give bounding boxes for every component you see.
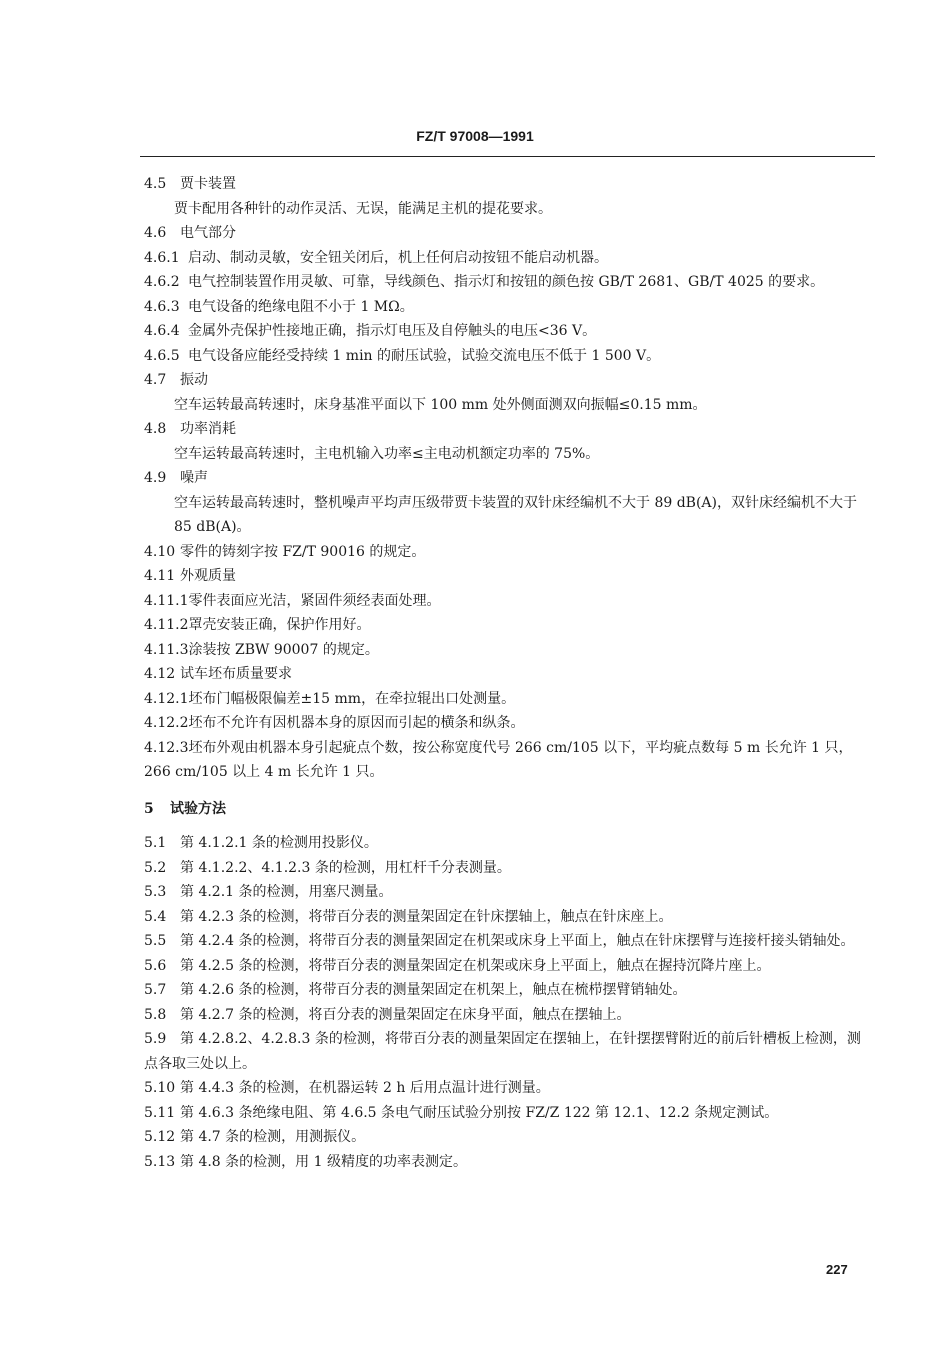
clause-text: 第 4.6.3 条绝缘电阻、第 4.6.5 条电气耐压试验分别按 FZ/Z 122 第 12.1、12.2 条规定测试。 xyxy=(180,1104,779,1121)
clause-item xyxy=(144,564,874,589)
clause-number: 4.6.2 xyxy=(144,274,180,290)
clause-text: 外观质量 xyxy=(180,568,236,584)
clause-text: 贾卡装置 xyxy=(180,176,236,192)
clause-item xyxy=(144,711,874,736)
clause-number: 4.11.2 xyxy=(144,617,189,633)
clause-number: 5.5 xyxy=(144,933,167,949)
clause-text: 零件的铸刻字按 FZ/T 90016 的规定。 xyxy=(180,543,426,560)
document-body xyxy=(144,172,874,1174)
clause-item xyxy=(144,856,874,881)
clause-item xyxy=(144,1027,874,1076)
clause-number: 5.2 xyxy=(144,859,167,876)
clause-number: 4.10 xyxy=(144,543,176,560)
clause-number: 4.12 xyxy=(144,666,176,682)
clause-text: 第 4.7 条的检测，用测振仪。 xyxy=(180,1129,366,1145)
header-rule xyxy=(140,156,875,157)
clause-item xyxy=(144,344,874,369)
clause-item xyxy=(144,1125,874,1150)
clause-text: 电气设备应能经受持续 1 min 的耐压试验，试验交流电压不低于 1 500 V。 xyxy=(188,347,661,364)
clause-item xyxy=(144,393,874,418)
clause-text: 电气设备的绝缘电阻不小于 1 MΩ。 xyxy=(188,298,414,315)
clause-number: 5.3 xyxy=(144,884,167,900)
clause-number: 4.6.5 xyxy=(144,347,180,364)
clause-number: 4.11 xyxy=(144,568,176,584)
clause-item xyxy=(144,197,874,222)
clause-number: 5.6 xyxy=(144,957,167,974)
clause-number: 4.12.1 xyxy=(144,690,189,707)
document-header: FZ/T 97008—1991 xyxy=(416,128,534,144)
clause-text: 启动、制动灵敏，安全钮关闭后，机上任何启动按钮不能启动机器。 xyxy=(188,249,608,266)
clause-item xyxy=(144,295,874,320)
clause-text: 噪声 xyxy=(180,470,208,486)
clause-number: 4.9 xyxy=(144,470,167,486)
clause-item xyxy=(144,662,874,687)
clause-text: 电气部分 xyxy=(180,225,236,241)
clause-number: 5.11 xyxy=(144,1104,176,1121)
page-number: 227 xyxy=(826,1262,848,1277)
clause-text: 第 4.2.3 条的检测，将带百分表的测量架固定在针床摆轴上，触点在针床座上。 xyxy=(180,908,673,925)
clause-number: 5.4 xyxy=(144,908,167,925)
clause-item xyxy=(144,442,874,467)
clause-text: 振动 xyxy=(180,372,208,388)
clause-number: 4.11.3 xyxy=(144,641,189,658)
clause-number: 4.5 xyxy=(144,176,167,192)
clause-item xyxy=(144,638,874,663)
clause-item xyxy=(144,1003,874,1028)
clause-text: 空车运转最高转速时，主电机输入功率≤主电动机额定功率的 75%。 xyxy=(174,445,600,462)
clause-text: 第 4.2.6 条的检测，将带百分表的测量架固定在机架上，触点在梳栉摆臂销轴处。 xyxy=(180,982,687,998)
clause-item xyxy=(144,172,874,197)
clause-number: 5.10 xyxy=(144,1080,176,1096)
clause-text: 第 4.1.2.1 条的检测用投影仪。 xyxy=(180,835,378,851)
clause-item xyxy=(144,319,874,344)
clause-text: 零件表面应光洁，紧固件须经表面处理。 xyxy=(188,592,441,609)
clause-text: 第 4.2.8.2、4.2.8.3 条的检测，将带百分表的测量架固定在摆轴上，在针摆摆臂附近的前后针槽板上检测，测点各取三处以上。 xyxy=(144,1031,861,1072)
clause-number: 4.7 xyxy=(144,372,167,388)
clause-number: 4.8 xyxy=(144,421,167,437)
clause-text: 贾卡配用各种针的动作灵活、无误，能满足主机的提花要求。 xyxy=(174,200,552,217)
clause-number: 5.1 xyxy=(144,835,167,851)
clause-text: 涂装按 ZBW 90007 的规定。 xyxy=(188,641,379,658)
clause-item xyxy=(144,540,874,565)
clause-item xyxy=(144,246,874,271)
clause-item xyxy=(144,417,874,442)
clause-item xyxy=(144,491,874,540)
clause-text: 罩壳安装正确，保护作用好。 xyxy=(188,617,371,633)
clause-text: 试车坯布质量要求 xyxy=(180,666,292,682)
clause-item xyxy=(144,613,874,638)
clause-number: 4.6.3 xyxy=(144,298,180,315)
clause-text: 第 4.2.5 条的检测，将带百分表的测量架固定在机架或床身上平面上，触点在握持沉降片座上。 xyxy=(180,957,771,974)
clause-text: 第 4.4.3 条的检测，在机器运转 2 h 后用点温计进行测量。 xyxy=(180,1080,550,1096)
clause-text: 功率消耗 xyxy=(180,421,236,437)
clause-number: 4.12.2 xyxy=(144,715,189,731)
clause-text: 坯布不允许有因机器本身的原因而引起的横条和纵条。 xyxy=(188,715,525,731)
clause-item xyxy=(144,929,874,954)
clause-number: 5.9 xyxy=(144,1031,167,1047)
section-number: 5 xyxy=(144,800,154,817)
clause-text: 第 4.2.4 条的检测，将带百分表的测量架固定在机架或床身上平面上，触点在针床摆臂与连接杆接头销轴处。 xyxy=(180,933,855,949)
clause-text: 坯布门幅极限偏差±15 mm，在牵拉辊出口处测量。 xyxy=(188,690,516,707)
clause-item xyxy=(144,831,874,856)
clause-item xyxy=(144,687,874,712)
section-heading xyxy=(144,797,874,822)
clause-item xyxy=(144,368,874,393)
clause-number: 4.6 xyxy=(144,225,167,241)
clause-text: 金属外壳保护性接地正确，指示灯电压及自停触头的电压<36 V。 xyxy=(188,323,597,339)
clause-text: 空车运转最高转速时，床身基准平面以下 100 mm 处外侧面测双向振幅≤0.15 mm。 xyxy=(174,396,707,413)
clause-item xyxy=(144,466,874,491)
clause-text: 第 4.2.7 条的检测，将百分表的测量架固定在床身平面，触点在摆轴上。 xyxy=(180,1006,631,1023)
clause-item xyxy=(144,905,874,930)
clause-number: 4.11.1 xyxy=(144,592,189,609)
clause-number: 5.12 xyxy=(144,1129,176,1145)
clause-number: 4.6.4 xyxy=(144,323,180,339)
clause-item xyxy=(144,1076,874,1101)
clause-text: 第 4.2.1 条的检测，用塞尺测量。 xyxy=(180,884,393,900)
section-title: 试验方法 xyxy=(170,800,226,817)
clause-number: 4.6.1 xyxy=(144,249,180,266)
clause-item xyxy=(144,270,874,295)
clause-item xyxy=(144,589,874,614)
clause-text: 坯布外观由机器本身引起疵点个数，按公称宽度代号 266 cm/105 以下，平均疵点数每 5 m 长允许 1 只，266 cm/105 以上 4 m 长允许 1 只。 xyxy=(144,739,853,780)
clause-number: 5.7 xyxy=(144,982,167,998)
clause-list-5 xyxy=(144,831,874,1174)
clause-text: 第 4.1.2.2、4.1.2.3 条的检测，用杠杆千分表测量。 xyxy=(180,859,511,876)
clause-item xyxy=(144,954,874,979)
clause-text: 电气控制装置作用灵敏、可靠，导线颜色、指示灯和按钮的颜色按 GB/T 2681、GB/T 4025 的要求。 xyxy=(188,274,825,290)
clause-list-4 xyxy=(144,172,874,785)
clause-item xyxy=(144,1150,874,1175)
clause-item xyxy=(144,1101,874,1126)
clause-item xyxy=(144,221,874,246)
clause-number: 4.12.3 xyxy=(144,739,189,756)
clause-item xyxy=(144,978,874,1003)
clause-text: 第 4.8 条的检测，用 1 级精度的功率表测定。 xyxy=(180,1153,467,1170)
clause-number: 5.13 xyxy=(144,1153,176,1170)
clause-number: 5.8 xyxy=(144,1006,167,1023)
clause-item xyxy=(144,880,874,905)
clause-item xyxy=(144,736,874,785)
clause-text: 空车运转最高转速时，整机噪声平均声压级带贾卡装置的双针床经编机不大于 89 dB(A)，双针床经编机不大于 85 dB(A)。 xyxy=(174,494,857,535)
